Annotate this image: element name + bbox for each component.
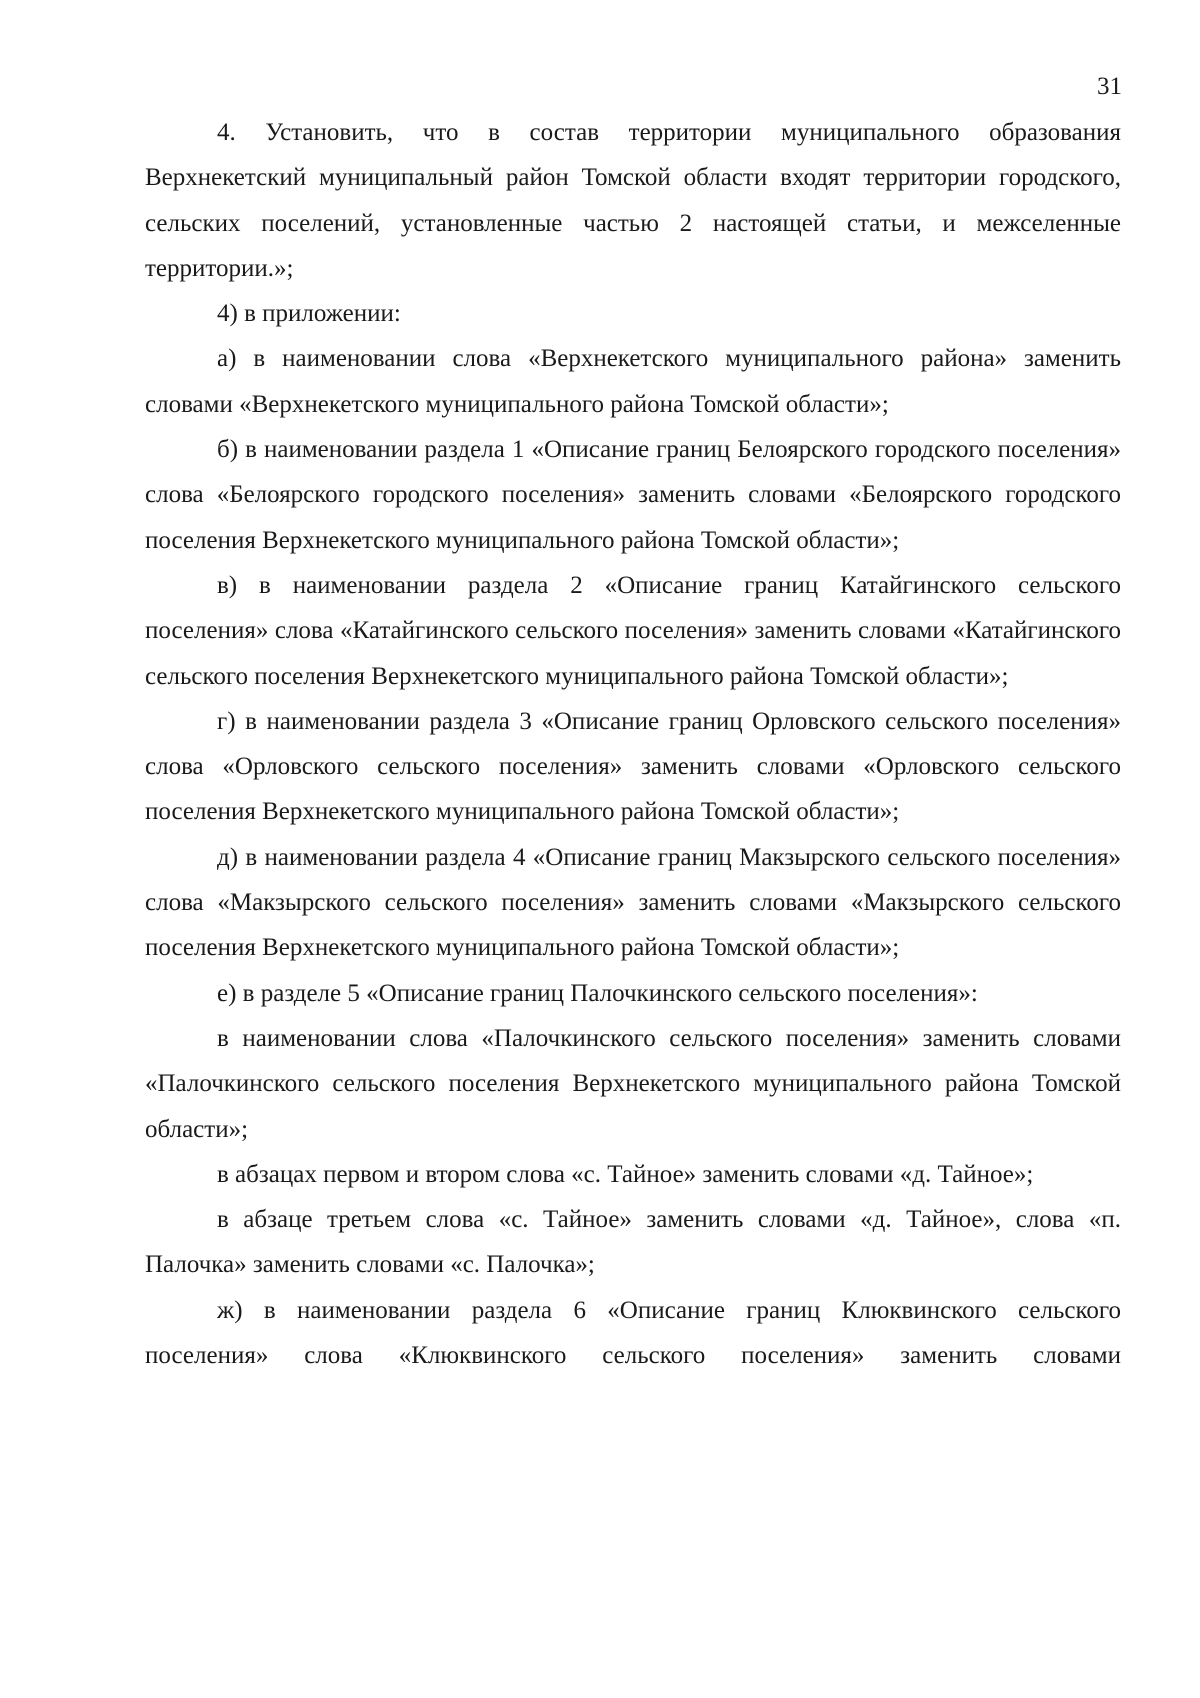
page-number: 31 bbox=[1097, 73, 1122, 100]
paragraph-e-naming: в наименовании слова «Палочкинского сельского поселения» заменить словами «Палочкинского сельского поселения Верхнекетского муниципального района Томской области»; bbox=[145, 1024, 1121, 1143]
paragraph-b: б) в наименовании раздела 1 «Описание границ Белоярского городского поселения» слова «Белоярского городского поселения» заменить словами «Белоярского городского поселения Верхнекетского муниципального района Томской области»; bbox=[145, 436, 1121, 554]
paragraph-item-4-territory: 4. Установить, что в состав территории муниципального образования Верхнекетский муниципальный район Томской области входят территории городского, сельских поселений, установленные частью 2 настоящей статьи, и межселенные территории.»; bbox=[145, 119, 1121, 282]
paragraph-appendix: 4) в приложении: bbox=[217, 300, 401, 328]
paragraph-e-first-second: в абзацах первом и втором слова «с. Тайное» заменить словами «д. Тайное»; bbox=[217, 1160, 1034, 1188]
paragraph-g: г) в наименовании раздела 3 «Описание границ Орловского сельского поселения» слова «Орловского сельского поселения» заменить словами «Орловского сельского поселения Верхнекетского муниципального района Томской области»; bbox=[145, 707, 1121, 826]
paragraph-a: а) в наименовании слова «Верхнекетского муниципального района» заменить словами «Верхнекетского муниципального района Томской области»; bbox=[145, 345, 1121, 418]
document-body bbox=[145, 110, 1121, 1378]
paragraph-e: е) в разделе 5 «Описание границ Палочкинского сельского поселения»: bbox=[217, 979, 978, 1007]
paragraph-v: в) в наименовании раздела 2 «Описание границ Катайгинского сельского поселения» слова «Катайгинского сельского поселения» заменить словами «Катайгинского сельского поселения Верхнекетского муниципального района Томской области»; bbox=[145, 571, 1121, 690]
paragraph-e-third: в абзаце третьем слова «с. Тайное» заменить словами «д. Тайное», слова «п. Палочка» заменить словами «с. Палочка»; bbox=[145, 1206, 1121, 1279]
paragraph-zh: ж) в наименовании раздела 6 «Описание границ Клюквинского сельского поселения» слова «Клюквинского сельского поселения» заменить словами bbox=[145, 1296, 1121, 1370]
paragraph-d: д) в наименовании раздела 4 «Описание границ Макзырского сельского поселения» слова «Макзырского сельского поселения» заменить словами «Макзырского сельского поселения Верхнекетского муниципального района Томской области»; bbox=[145, 843, 1121, 962]
